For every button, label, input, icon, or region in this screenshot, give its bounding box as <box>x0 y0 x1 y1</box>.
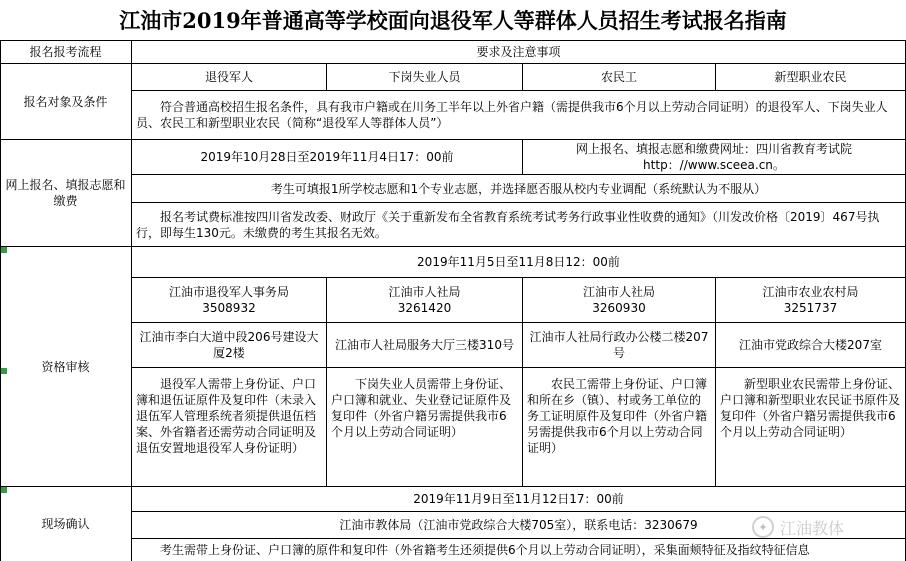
row-marker <box>1 368 7 374</box>
address-hr-1: 江油市人社局服务大厅三楼310号 <box>327 323 523 368</box>
row-marker <box>1 487 7 493</box>
office-phone: 3251737 <box>783 301 838 315</box>
address-agriculture: 江油市党政综合大楼207室 <box>716 323 906 368</box>
apply-conditions-text: 符合普通高校招生报名条件，具有我市户籍或在川务工半年以上外省户籍（需提供我市6个月以上劳动合同证明）的退役军人、下岗失业人员、农民工和新型职业农民（简称“退役军人等群体人员”） <box>132 91 906 140</box>
page-title: 江油市2019年普通高等学校面向退役军人等群体人员招生考试报名指南 <box>119 8 787 33</box>
group-unemployed: 下岗失业人员 <box>327 64 523 91</box>
wechat-icon: ✦ <box>752 516 774 538</box>
office-veteran <box>132 278 327 323</box>
section-review-label: 资格审核 <box>0 247 132 487</box>
onsite-note: 考生需带上身份证、户口簿的原件和复印件（外省籍考生还须提供6个月以上劳动合同证明），采集面颊特征及指纹特征信息 <box>132 539 906 561</box>
group-veteran: 退役军人 <box>132 64 327 91</box>
section-onsite-label: 现场确认 <box>0 487 132 561</box>
online-website: 网上报名、填报志愿和缴费网址：四川省教育考试院 http：//www.sceea.cn。 <box>523 140 906 175</box>
row-marker <box>1 247 7 253</box>
watermark-text: 江油教体 <box>780 518 845 538</box>
office-name: 江油市人社局 <box>388 285 461 299</box>
address-hr-2: 江油市人社局行政办公楼二楼207号 <box>523 323 716 368</box>
section-apply-label: 报名对象及条件 <box>0 64 132 140</box>
group-migrant-worker: 农民工 <box>523 64 716 91</box>
header-requirements: 要求及注意事项 <box>132 41 906 64</box>
review-period: 2019年11月5日至11月8日12：00前 <box>132 247 906 278</box>
onsite-location: 江油市教体局（江油市党政综合大楼705室），联系电话：3230679 <box>132 512 906 539</box>
office-name: 江油市农业农村局 <box>762 285 859 299</box>
docs-new-farmer: 新型职业农民需带上身份证、户口簿和新型职业农民证书原件及复印件（外省户籍另需提供我市6个月以上劳动合同证明） <box>716 368 906 487</box>
office-hr-2 <box>523 278 716 323</box>
office-hr-1 <box>327 278 523 323</box>
group-new-farmer: 新型职业农民 <box>716 64 906 91</box>
office-name: 江油市退役军人事务局 <box>168 285 289 299</box>
online-fee: 报名考试费标准按四川省发改委、财政厅《关于重新发布全省教育系统考试考务行政事业性收费的通知》（川发改价格〔2019〕467号执行，即每生130元。未缴费的考生其报名无效。 <box>132 203 906 247</box>
onsite-period: 2019年11月9日至11月12日17：00前 <box>132 487 906 512</box>
address-veteran: 江油市李白大道中段206号建设大厦2楼 <box>132 323 327 368</box>
office-phone: 3261420 <box>397 301 452 315</box>
office-phone: 3508932 <box>202 301 256 315</box>
online-preference: 考生可填报1所学校志愿和1个专业志愿，并选择愿否服从校内专业调配（系统默认为不服从） <box>132 175 906 203</box>
section-online-label: 网上报名、填报志愿和缴费 <box>0 140 132 247</box>
online-period: 2019年10月28日至2019年11月4日17：00前 <box>132 140 523 175</box>
office-name: 江油市人社局 <box>582 285 655 299</box>
docs-migrant-worker: 农民工需带上身份证、户口簿和所在乡（镇）、村或务工单位的务工证明原件及复印件（外省户籍另需提供我市6个月以上劳动合同证明） <box>523 368 716 487</box>
docs-unemployed: 下岗失业人员需带上身份证、户口簿和就业、失业登记证原件及复印件（外省户籍另需提供我市6个月以上劳动合同证明） <box>327 368 523 487</box>
docs-veteran: 退役军人需带上身份证、户口簿和退伍证原件及复印件（未录入退伍军人管理系统者须提供退伍档案、外省籍者还需劳动合同证明及退伍安置地退役军人身份证明） <box>132 368 327 487</box>
watermark <box>752 516 844 538</box>
header-process: 报名报考流程 <box>0 41 132 64</box>
office-agriculture <box>716 278 906 323</box>
office-phone: 3260930 <box>592 301 646 315</box>
